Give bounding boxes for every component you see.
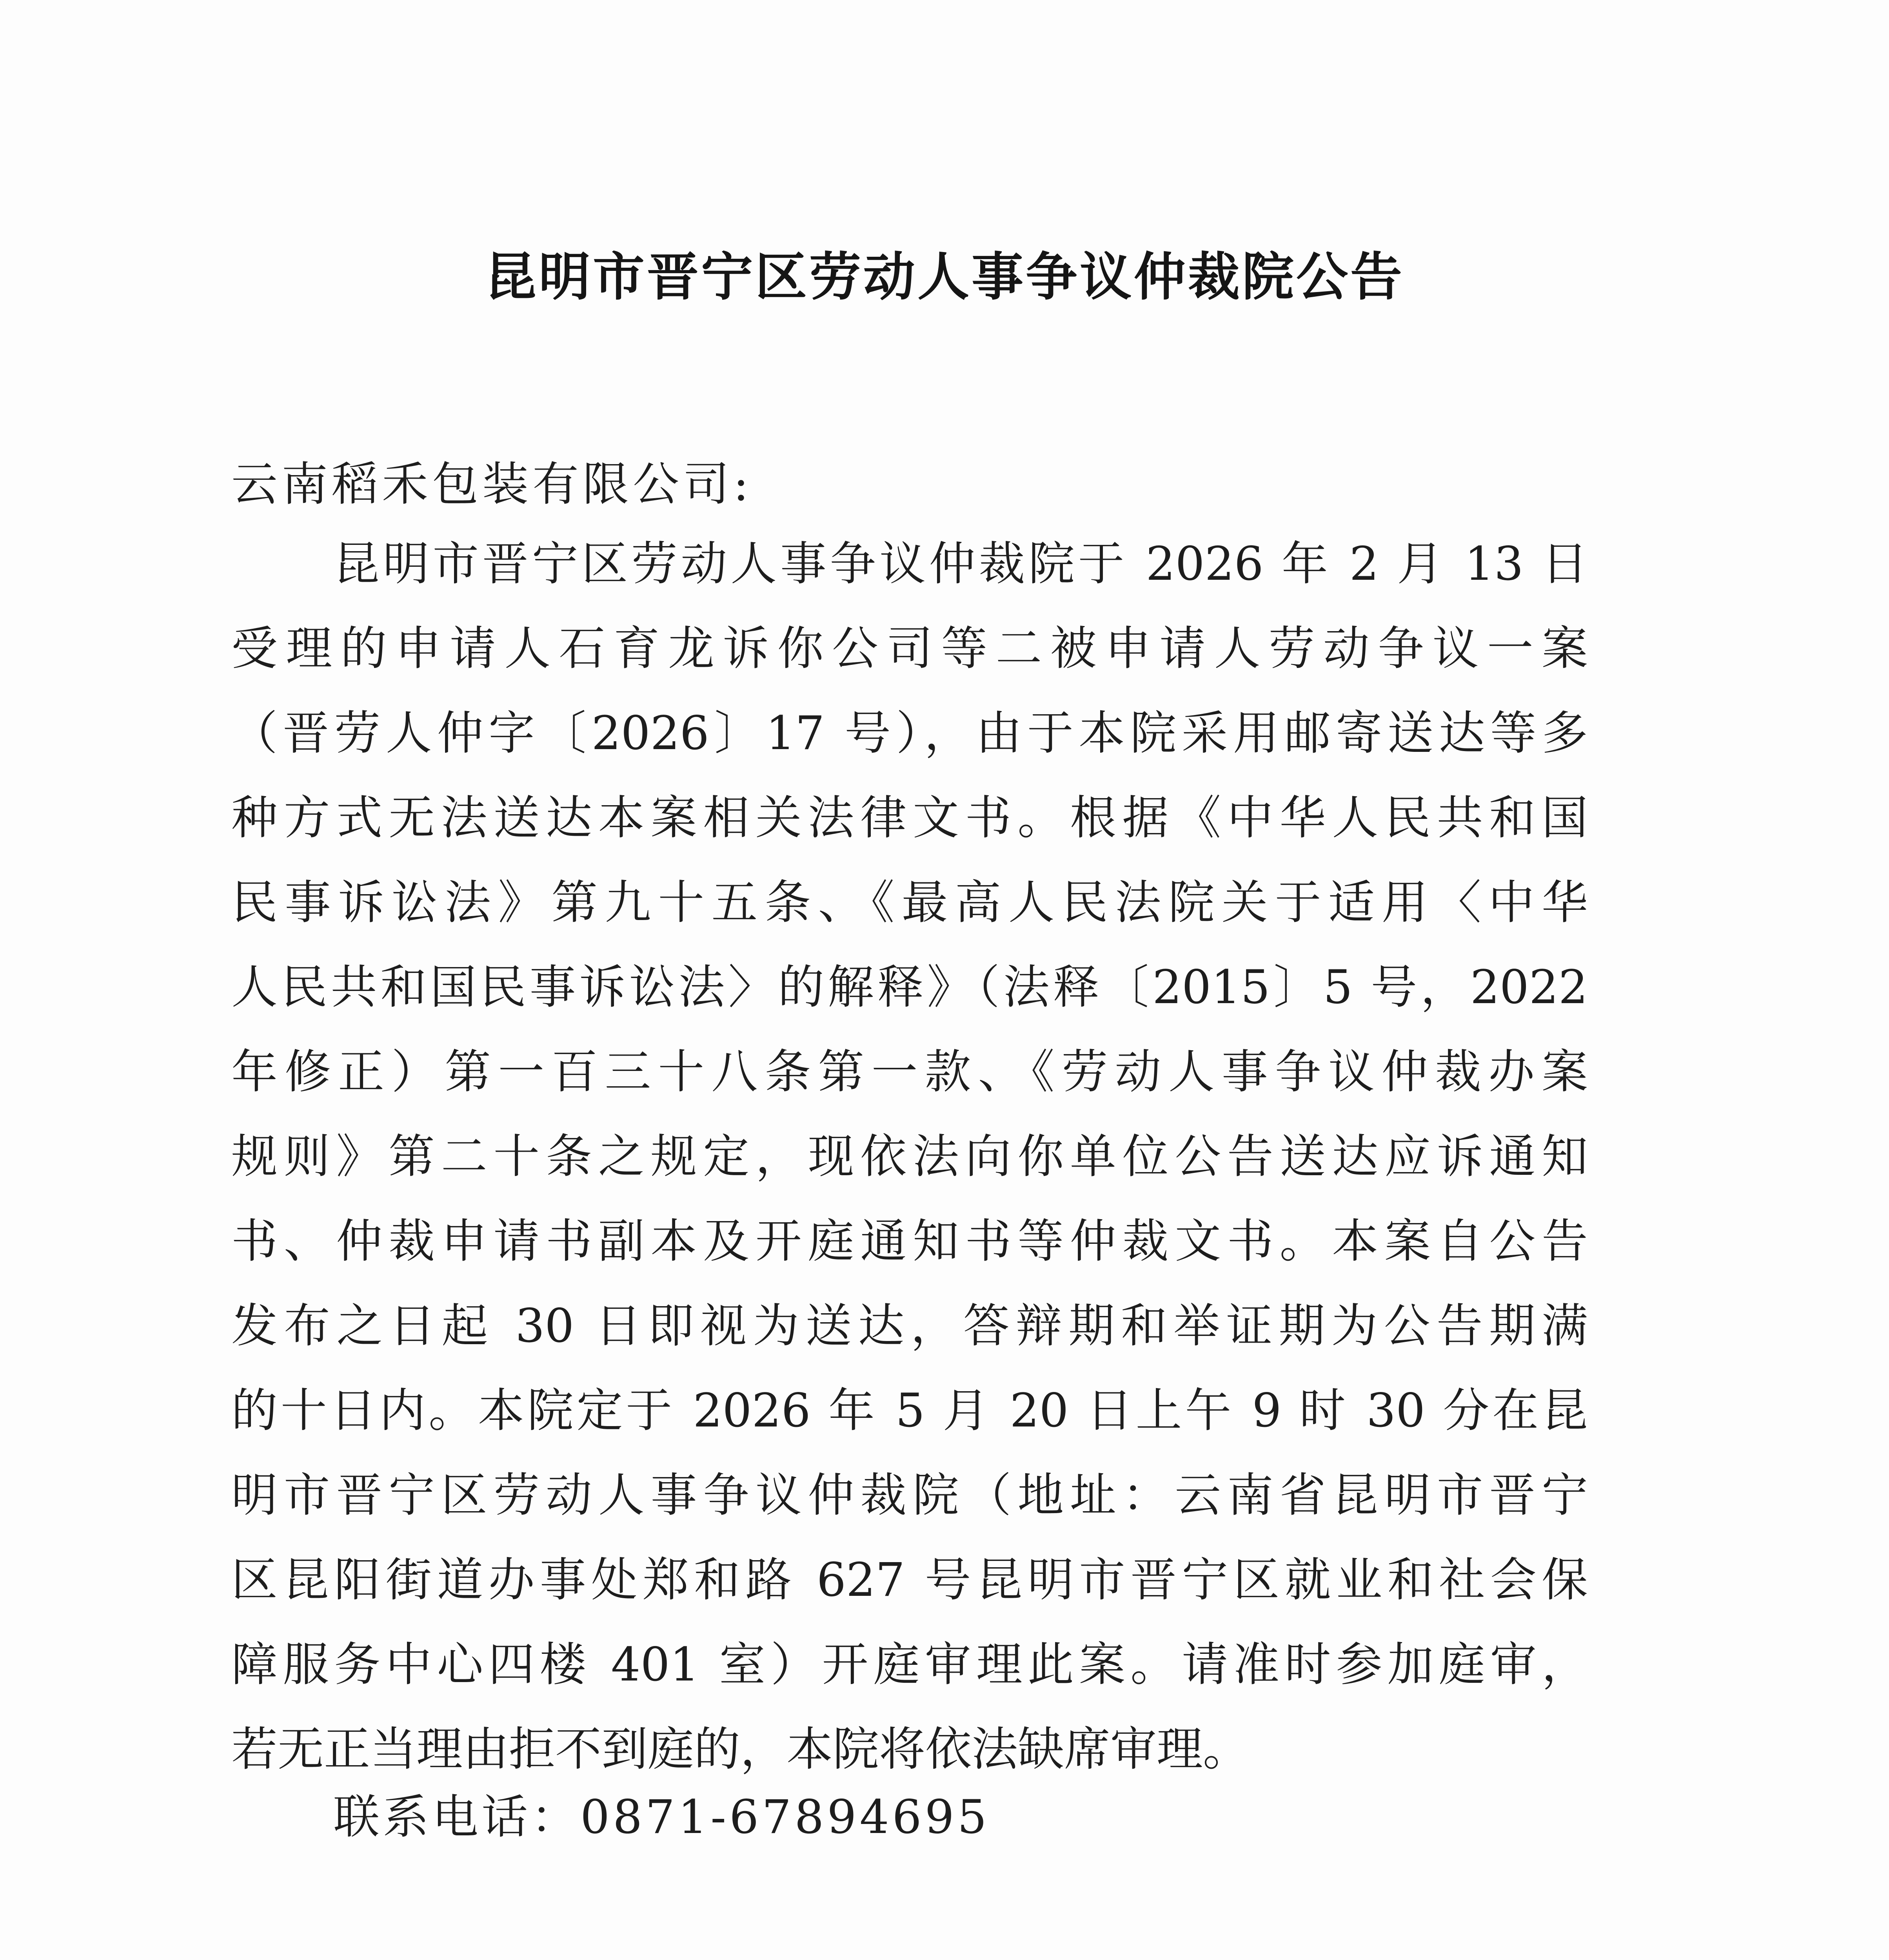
body-line: （晋劳人仲字〔2026〕17 号），由于本院采用邮寄送达等多 bbox=[231, 706, 1588, 760]
document-title: 昆明市晋宁区劳动人事争议仲裁院公告 bbox=[485, 247, 1404, 307]
salutation: 云南稻禾包装有限公司: bbox=[231, 457, 753, 511]
body-line: 若无正当理由拒不到庭的，本院将依法缺席审理。 bbox=[231, 1722, 1250, 1776]
body-line: 规则》第二十条之规定，现依法向你单位公告送达应诉通知 bbox=[231, 1129, 1588, 1183]
body-line: 昆明市晋宁区劳动人事争议仲裁院于 2026 年 2 月 13 日 bbox=[333, 537, 1588, 591]
body-line: 人民共和国民事诉讼法〉的解释》（法释〔2015〕5 号，2022 bbox=[231, 960, 1588, 1014]
body-line: 明市晋宁区劳动人事争议仲裁院（地址：云南省昆明市晋宁 bbox=[231, 1468, 1588, 1522]
announcement-body bbox=[231, 521, 1588, 1791]
body-line: 民事诉讼法》第九十五条、《最高人民法院关于适用〈中华 bbox=[231, 875, 1588, 929]
body-line: 的十日内。本院定于 2026 年 5 月 20 日上午 9 时 30 分在昆 bbox=[231, 1383, 1588, 1437]
body-line: 发布之日起 30 日即视为送达，答辩期和举证期为公告期满 bbox=[231, 1299, 1588, 1353]
body-line: 书、仲裁申请书副本及开庭通知书等仲裁文书。本案自公告 bbox=[231, 1214, 1588, 1268]
contact-phone: 联系电话：0871-67894695 bbox=[333, 1790, 990, 1844]
body-line: 区昆阳街道办事处郑和路 627 号昆明市晋宁区就业和社会保 bbox=[231, 1553, 1588, 1607]
body-line: 年修正）第一百三十八条第一款、《劳动人事争议仲裁办案 bbox=[231, 1045, 1588, 1099]
body-line: 障服务中心四楼 401 室）开庭审理此案。请准时参加庭审， bbox=[231, 1637, 1588, 1691]
body-line: 受理的申请人石育龙诉你公司等二被申请人劳动争议一案 bbox=[231, 621, 1588, 675]
body-line: 种方式无法送达本案相关法律文书。根据《中华人民共和国 bbox=[231, 791, 1588, 845]
